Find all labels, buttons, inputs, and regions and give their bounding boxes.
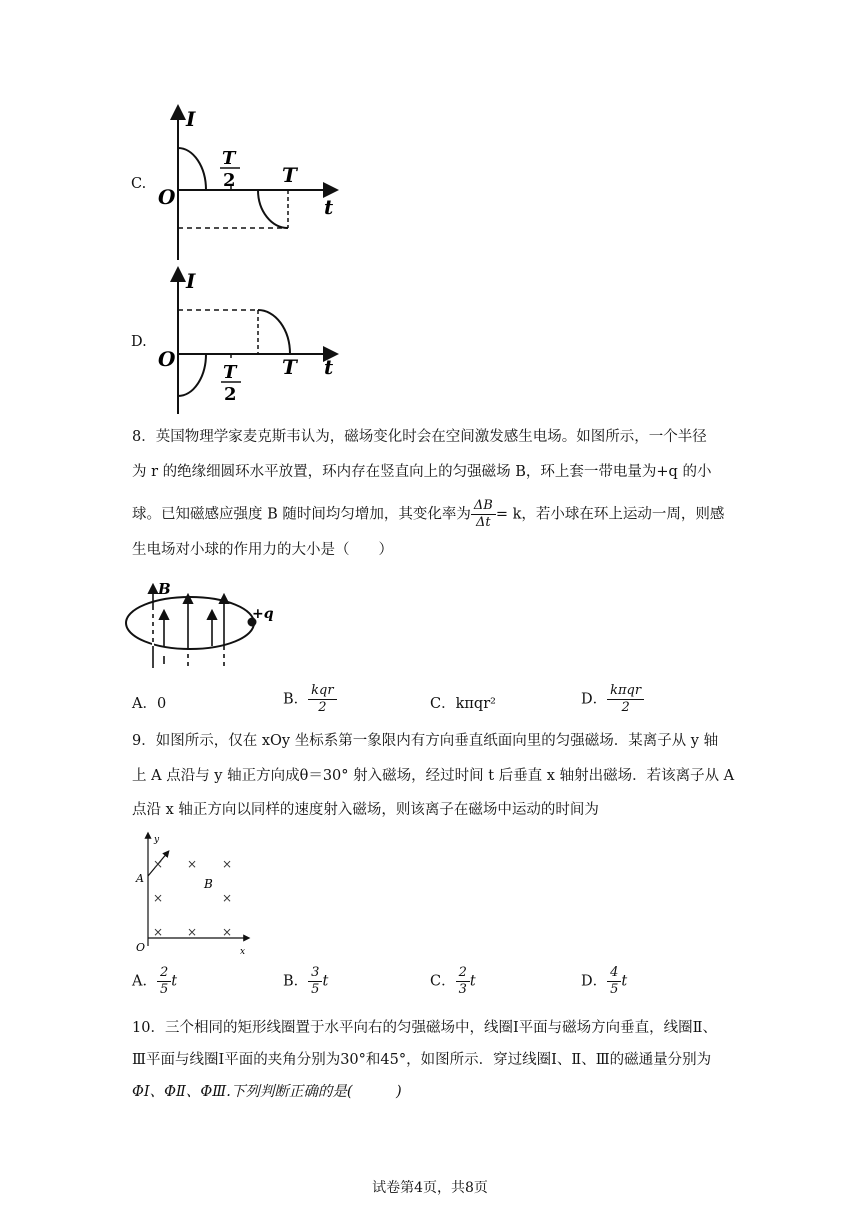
svg-text:×: × — [222, 857, 233, 871]
t-axis-label: t — [324, 195, 334, 219]
half-period-num: T — [222, 148, 236, 169]
svg-text:×: × — [153, 925, 164, 939]
q9-field-figure — [132, 828, 252, 956]
q8-line-1: 8．英国物理学家麦克斯韦认为，磁场变化时会在空间激发感生电场。如图所示，一个半径 — [132, 429, 707, 445]
field-label: B — [204, 877, 213, 891]
half-period-num: T — [223, 362, 237, 383]
svg-text:×: × — [222, 925, 233, 939]
q9-line-2: 上 A 点沿与 y 轴正方向成θ＝30° 射入磁场，经过时间 t 后垂直 x 轴射出磁场．若该离子从 A — [132, 768, 735, 784]
period-label: T — [282, 163, 297, 187]
q10-line-3: ΦⅠ、ΦⅡ、ΦⅢ.下列判断正确的是( ) — [132, 1084, 402, 1100]
i-axis-label: I — [186, 269, 196, 293]
current-curve-negative — [258, 190, 288, 228]
option-c-graph — [150, 100, 350, 260]
origin-label: O — [158, 185, 176, 209]
q9-option-d: D． $\frac{4}{5}$ t — [581, 965, 628, 997]
i-axis-label: I — [186, 107, 196, 131]
t-axis-label: t — [324, 355, 334, 379]
q10-line-1: 10．三个相同的矩形线圈置于水平向右的匀强磁场中，线圈Ⅰ平面与磁场方向垂直，线圈Ⅱ、 — [132, 1020, 718, 1036]
svg-text:×: × — [222, 891, 233, 905]
origin-label: O — [136, 941, 146, 954]
half-period-den: 2 — [223, 170, 236, 191]
svg-text:×: × — [153, 857, 164, 871]
q8-line-4: 生电场对小球的作用力的大小是（ ） — [132, 542, 393, 558]
q9-option-b: B． $\frac{3}{5}$ t — [283, 965, 329, 997]
current-curve-negative — [178, 354, 206, 396]
q9-option-c: C． $\frac{2}{3}$ t — [430, 965, 476, 997]
y-axis-label: y — [154, 835, 160, 845]
option-d-graph — [150, 262, 350, 417]
origin-label: O — [158, 347, 176, 371]
q8-option-d: D． $\frac{\text{kπqr}}{2}$ — [581, 683, 644, 716]
current-curve-positive — [178, 148, 206, 190]
q10-line-2: Ⅲ平面与线圈Ⅰ平面的夹角分别为30°和45°，如图所示．穿过线圈Ⅰ、Ⅱ、Ⅲ的磁通量分别为 — [132, 1052, 712, 1068]
q8-option-a: A．0 — [132, 696, 167, 712]
svg-text:×: × — [187, 857, 198, 871]
current-curve-positive — [258, 310, 290, 354]
ring — [126, 597, 254, 649]
q8-option-c: C．kπqr² — [430, 696, 496, 712]
q8-line-2: 为 r 的绝缘细圆环水平放置，环内存在竖直向上的匀强磁场 B，环上套一带电量为+q 的小 — [132, 464, 712, 480]
point-a-label: A — [136, 872, 144, 885]
half-period-den: 2 — [224, 384, 237, 405]
svg-text:×: × — [153, 891, 164, 905]
option-d-label: D. — [131, 334, 147, 350]
option-c-label: C. — [131, 176, 147, 192]
q8-option-b: B． $\frac{\text{kqr}}{2}$ — [283, 683, 337, 716]
q9-line-3: 点沿 x 轴正方向以同样的速度射入磁场，则该离子在磁场中运动的时间为 — [132, 802, 599, 818]
q9-option-a: A． $\frac{2}{5}$ t — [132, 965, 178, 997]
q8-ring-figure — [120, 580, 280, 670]
svg-text:×: × — [187, 925, 198, 939]
charge-label: +q — [252, 606, 274, 622]
q9-line-1: 9．如图所示，仅在 xOy 坐标系第一象限内有方向垂直纸面向里的匀强磁场．某离子从 y 轴 — [132, 733, 719, 749]
q8-line-3: 球。已知磁感应强度 B 随时间均匀增加，其变化率为 $\frac{\Delta B}{\Delta t}$ = k，若小球在环上运动一周，则感 — [132, 498, 725, 530]
period-label: T — [282, 355, 297, 379]
x-axis-label: x — [240, 947, 246, 956]
field-label: B — [158, 580, 171, 598]
page-footer: 试卷第4页，共8页 — [372, 1180, 488, 1196]
